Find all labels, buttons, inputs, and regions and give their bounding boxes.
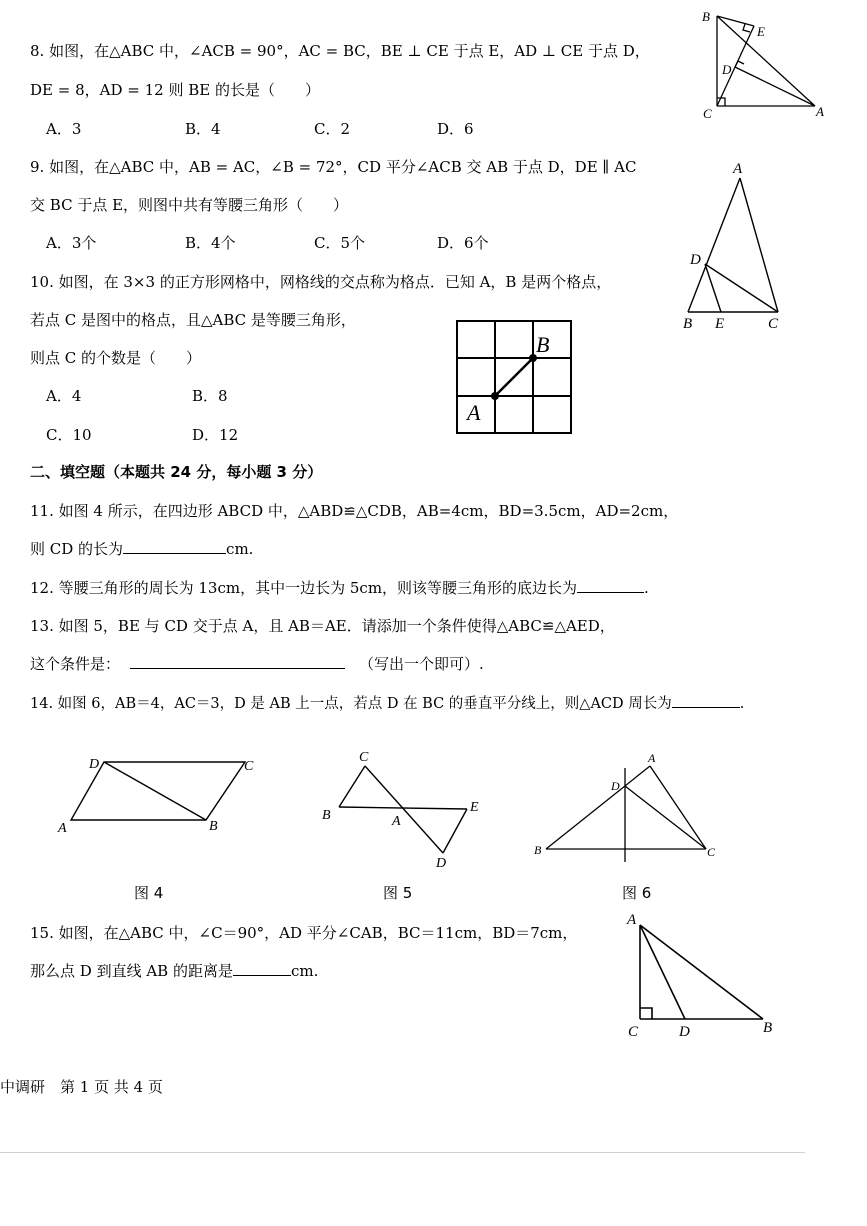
page-footer: 中调研 第 1 页 共 4 页 bbox=[0, 1078, 163, 1096]
q15-label-c: C bbox=[628, 1024, 639, 1040]
q10-line2: 若点 C 是图中的格点，且△ABC 是等腰三角形， bbox=[30, 311, 356, 329]
q10-option-b: B．8 bbox=[192, 387, 228, 405]
q10-line1: 10. 如图，在 3×3 的正方形网格中，网格线的交点称为格点．已知 A，B 是两个格点， bbox=[30, 273, 612, 291]
fig6-label-b: B bbox=[534, 843, 542, 857]
q10-grid-figure bbox=[450, 315, 580, 440]
fig4-label-a: A bbox=[58, 821, 67, 836]
q8-option-c: C．2 bbox=[314, 120, 351, 138]
q8-label-a: A bbox=[816, 104, 824, 119]
q15-line2 bbox=[30, 961, 318, 981]
q12-line1 bbox=[30, 578, 649, 598]
fig5-label-e: E bbox=[470, 800, 479, 815]
q8-label-b: B bbox=[702, 9, 710, 24]
page-bottom-divider bbox=[0, 1152, 805, 1153]
q9-label-a: A bbox=[733, 161, 743, 177]
q15-line2-suffix: cm. bbox=[290, 962, 319, 980]
q8-option-a: A．3 bbox=[46, 120, 82, 138]
fig6-label-c: C bbox=[707, 845, 716, 859]
fig4-label-b: B bbox=[209, 819, 218, 834]
fig5-figure bbox=[315, 745, 490, 870]
q13-line2 bbox=[30, 654, 484, 674]
fig5-label-d: D bbox=[436, 856, 447, 871]
fig4-caption: 图 4 bbox=[134, 884, 164, 902]
q13-answer-blank[interactable] bbox=[130, 654, 345, 669]
q8-option-d: D．6 bbox=[437, 120, 474, 138]
q9-option-c: C．5个 bbox=[314, 234, 366, 252]
q14-line1-suffix: . bbox=[739, 696, 745, 712]
fig4-label-d: D bbox=[89, 757, 100, 772]
q11-answer-blank[interactable] bbox=[123, 539, 226, 554]
q8-label-e: E bbox=[757, 24, 765, 39]
q15-label-d: D bbox=[679, 1024, 690, 1040]
q8-label-c: C bbox=[703, 106, 712, 121]
section2-header: 二、填空题（本题共 24 分，每小题 3 分） bbox=[30, 463, 323, 481]
q13-line2-suffix: （写出一个即可）. bbox=[359, 655, 484, 673]
fig5-label-a: A bbox=[392, 814, 401, 829]
q12-line1-prefix: 12. 等腰三角形的周长为 13cm，其中一边长为 5cm，则该等腰三角形的底边长为 bbox=[30, 579, 578, 597]
q8-label-d: D bbox=[722, 62, 732, 77]
q14-line1 bbox=[30, 693, 744, 714]
q14-answer-blank[interactable] bbox=[672, 693, 740, 708]
fig5-caption: 图 5 bbox=[383, 884, 413, 902]
q9-option-d: D．6个 bbox=[437, 234, 489, 252]
q9-option-b: B．4个 bbox=[185, 234, 236, 252]
fig5-label-b: B bbox=[322, 808, 331, 823]
fig6-caption: 图 6 bbox=[622, 884, 652, 902]
q15-label-b: B bbox=[763, 1020, 773, 1036]
q14-line1-prefix: 14. 如图 6，AB＝4，AC＝3，D 是 AB 上一点，若点 D 在 BC 的垂直平分线上，则△ACD 周长为 bbox=[30, 696, 672, 712]
q12-answer-blank[interactable] bbox=[577, 578, 644, 593]
fig5-label-c: C bbox=[359, 750, 369, 765]
q8-line1: 8. 如图，在△ABC 中，∠ACB = 90°，AC = BC，BE ⊥ CE 于点 E，AD ⊥ CE 于点 D， bbox=[30, 42, 650, 60]
q13-line2-prefix: 这个条件是： bbox=[30, 655, 121, 673]
q11-line2-prefix: 则 CD 的长为 bbox=[30, 540, 124, 558]
q9-label-c: C bbox=[768, 316, 779, 332]
fig6-label-d: D bbox=[611, 779, 620, 793]
q9-label-d: D bbox=[690, 252, 701, 268]
q10-line3: 则点 C 的个数是（ ） bbox=[30, 349, 202, 367]
q8-figure bbox=[690, 4, 830, 124]
q10-option-a: A．4 bbox=[46, 387, 82, 405]
q15-label-a: A bbox=[627, 912, 637, 928]
q8-line2: DE = 8，AD = 12 则 BE 的长是（ ） bbox=[30, 81, 320, 99]
fig6-label-a: A bbox=[648, 751, 656, 765]
q12-line1-suffix: . bbox=[644, 579, 649, 597]
q10-option-d: D．12 bbox=[192, 426, 239, 444]
q8-option-b: B．4 bbox=[185, 120, 221, 138]
q10-label-b: B bbox=[536, 332, 550, 357]
q15-figure bbox=[620, 905, 785, 1040]
q15-line2-prefix: 那么点 D 到直线 AB 的距离是 bbox=[30, 962, 233, 980]
fig4-figure bbox=[55, 750, 265, 840]
q9-line1: 9. 如图，在△ABC 中，AB = AC，∠B = 72°，CD 平分∠ACB 交 AB 于点 D，DE ∥ AC bbox=[30, 158, 637, 176]
q9-label-b: B bbox=[683, 316, 693, 332]
q15-answer-blank[interactable] bbox=[233, 961, 291, 976]
q9-line2: 交 BC 于点 E，则图中共有等腰三角形（ ） bbox=[30, 196, 349, 214]
q10-label-a: A bbox=[467, 400, 481, 425]
q9-option-a: A．3个 bbox=[46, 234, 97, 252]
q9-figure bbox=[675, 150, 795, 335]
q10-option-c: C．10 bbox=[46, 426, 92, 444]
fig4-label-c: C bbox=[244, 759, 254, 774]
q11-line1: 11. 如图 4 所示，在四边形 ABCD 中，△ABD≌△CDB，AB=4cm，BD=3.5cm，AD=2cm， bbox=[30, 502, 679, 520]
q15-line1: 15. 如图，在△ABC 中，∠C＝90°，AD 平分∠CAB，BC＝11cm，BD＝7cm， bbox=[30, 924, 578, 942]
q9-label-e: E bbox=[715, 316, 725, 332]
q13-line1: 13. 如图 5，BE 与 CD 交于点 A，且 AB＝AE．请添加一个条件使得△ABC≌△AED， bbox=[30, 617, 615, 635]
q11-line2 bbox=[30, 539, 253, 559]
q11-line2-suffix: cm. bbox=[226, 540, 254, 558]
fig6-figure bbox=[530, 745, 725, 865]
